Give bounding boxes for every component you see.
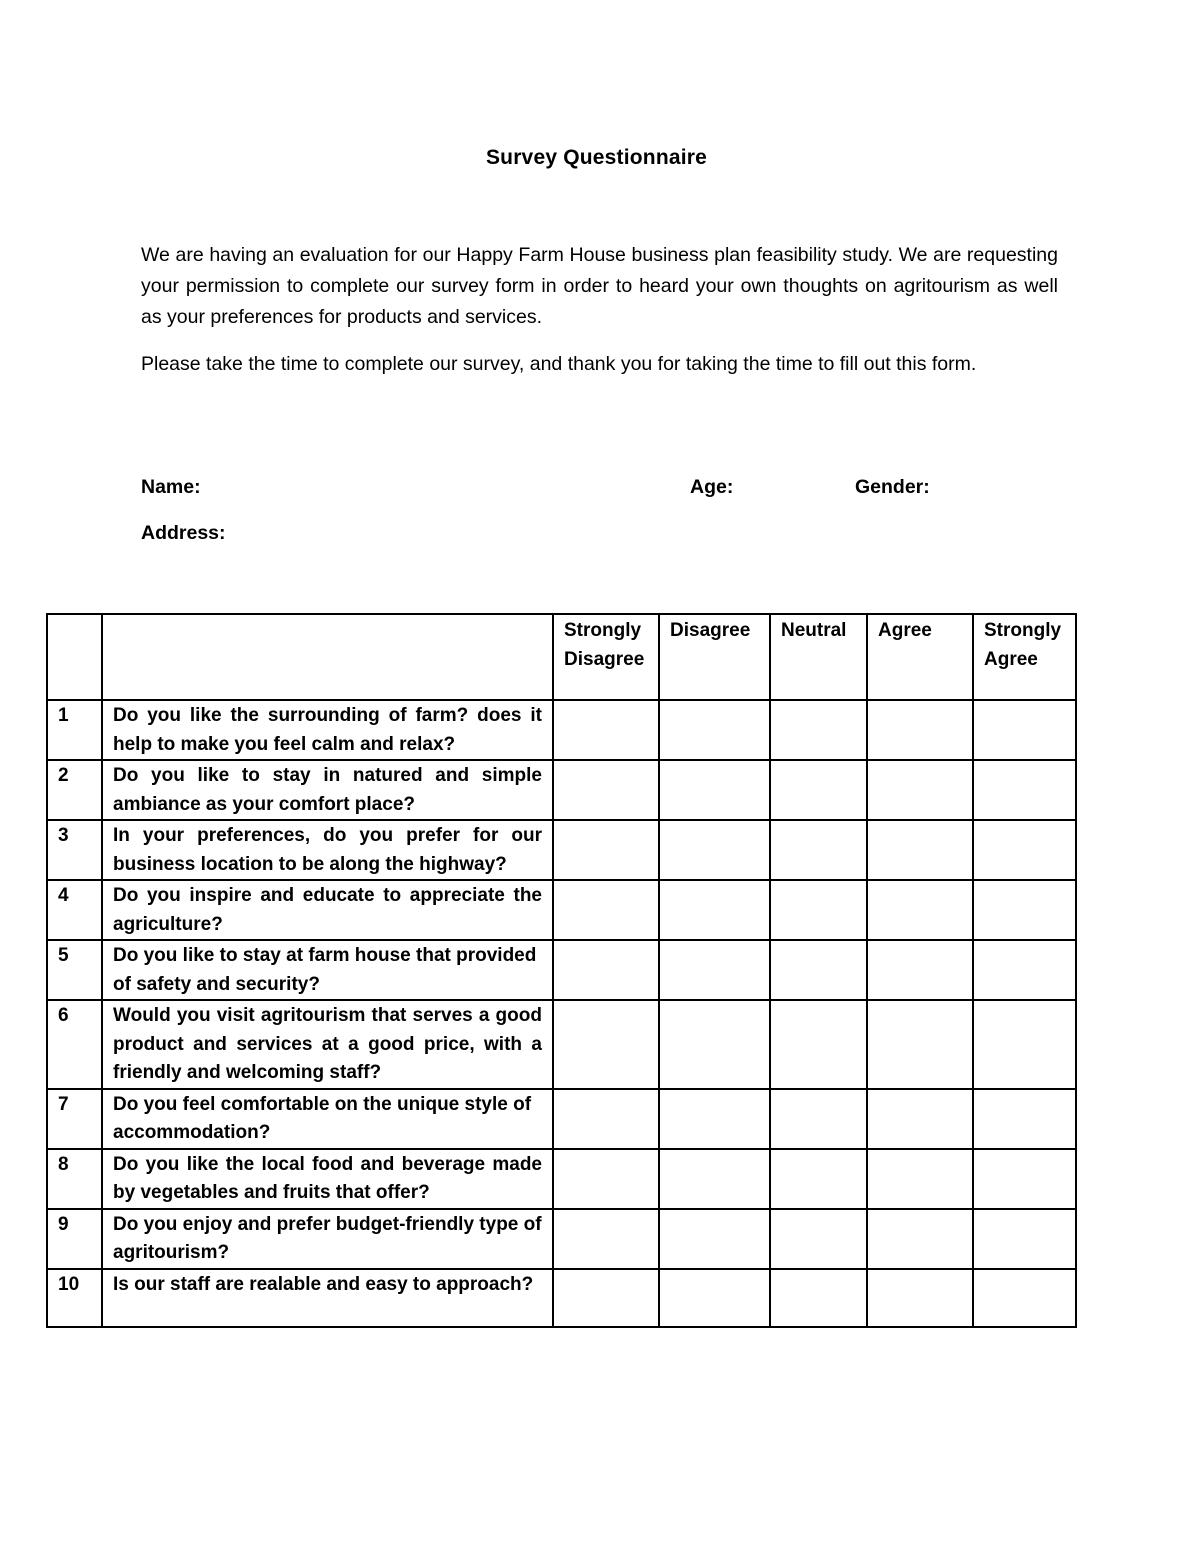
answer-cell-agree[interactable]	[867, 700, 973, 760]
answer-cell-neutral[interactable]	[770, 1269, 867, 1327]
answer-cell-strongly-disagree[interactable]	[553, 1000, 659, 1089]
answer-cell-strongly-agree[interactable]	[973, 1089, 1076, 1149]
header-row	[47, 614, 1076, 700]
answer-cell-strongly-disagree[interactable]	[553, 1149, 659, 1209]
address-field-label: Address:	[141, 522, 226, 544]
answer-cell-neutral[interactable]	[770, 820, 867, 880]
answer-cell-strongly-disagree[interactable]	[553, 760, 659, 820]
answer-cell-agree[interactable]	[867, 1000, 973, 1089]
question-text: Do you like to stay at farm house that provided of safety and security?	[102, 940, 553, 1000]
answer-cell-strongly-disagree[interactable]	[553, 700, 659, 760]
answer-cell-strongly-agree[interactable]	[973, 760, 1076, 820]
question-row	[47, 880, 1076, 940]
question-number: 10	[47, 1269, 102, 1327]
answer-cell-agree[interactable]	[867, 880, 973, 940]
question-number: 6	[47, 1000, 102, 1089]
answer-cell-strongly-disagree[interactable]	[553, 1089, 659, 1149]
question-number: 2	[47, 760, 102, 820]
answer-cell-disagree[interactable]	[659, 1269, 770, 1327]
answer-cell-disagree[interactable]	[659, 940, 770, 1000]
header-neutral: Neutral	[770, 614, 867, 700]
age-field-label: Age:	[690, 476, 734, 498]
question-text: Do you like the local food and beverage made by vegetables and fruits that offer?	[102, 1149, 553, 1209]
question-row	[47, 940, 1076, 1000]
question-row	[47, 1000, 1076, 1089]
survey-table	[46, 613, 1077, 1328]
name-field-label: Name:	[141, 476, 201, 498]
question-text: Do you inspire and educate to appreciate the agriculture?	[102, 880, 553, 940]
answer-cell-agree[interactable]	[867, 940, 973, 1000]
question-row	[47, 1149, 1076, 1209]
answer-cell-disagree[interactable]	[659, 820, 770, 880]
answer-cell-neutral[interactable]	[770, 1209, 867, 1269]
answer-cell-strongly-disagree[interactable]	[553, 880, 659, 940]
header-disagree: Disagree	[659, 614, 770, 700]
answer-cell-agree[interactable]	[867, 1269, 973, 1327]
number-header-cell	[47, 614, 102, 700]
gender-field-label: Gender:	[855, 476, 930, 498]
intro-text	[141, 240, 1058, 396]
answer-cell-strongly-agree[interactable]	[973, 940, 1076, 1000]
question-number: 1	[47, 700, 102, 760]
answer-cell-disagree[interactable]	[659, 1089, 770, 1149]
answer-cell-strongly-disagree[interactable]	[553, 1269, 659, 1327]
question-row	[47, 1089, 1076, 1149]
header-strongly-agree: Strongly Agree	[973, 614, 1076, 700]
answer-cell-strongly-agree[interactable]	[973, 1149, 1076, 1209]
answer-cell-strongly-agree[interactable]	[973, 1209, 1076, 1269]
answer-cell-agree[interactable]	[867, 820, 973, 880]
answer-cell-neutral[interactable]	[770, 1149, 867, 1209]
answer-cell-strongly-disagree[interactable]	[553, 1209, 659, 1269]
question-row	[47, 1269, 1076, 1327]
question-number: 5	[47, 940, 102, 1000]
answer-cell-strongly-agree[interactable]	[973, 880, 1076, 940]
answer-cell-disagree[interactable]	[659, 1000, 770, 1089]
intro-paragraph: Please take the time to complete our survey, and thank you for taking the time to fill out this form.	[141, 353, 977, 375]
answer-cell-strongly-agree[interactable]	[973, 1269, 1076, 1327]
answer-cell-disagree[interactable]	[659, 700, 770, 760]
answer-cell-strongly-agree[interactable]	[973, 700, 1076, 760]
question-row	[47, 700, 1076, 760]
answer-cell-disagree[interactable]	[659, 760, 770, 820]
answer-cell-neutral[interactable]	[770, 880, 867, 940]
answer-cell-neutral[interactable]	[770, 760, 867, 820]
question-text: Do you like the surrounding of farm? does it help to make you feel calm and relax?	[102, 700, 553, 760]
answer-cell-strongly-disagree[interactable]	[553, 940, 659, 1000]
question-number: 7	[47, 1089, 102, 1149]
question-number: 9	[47, 1209, 102, 1269]
answer-cell-agree[interactable]	[867, 1089, 973, 1149]
question-header-cell	[102, 614, 553, 700]
question-number: 8	[47, 1149, 102, 1209]
question-number: 3	[47, 820, 102, 880]
intro-paragraph: We are having an evaluation for our Happy Farm House business plan feasibility study. We are requesting your permission to complete our survey form in order to heard your own thoughts on agritourism as well as your preferences for products and services.	[141, 244, 1058, 328]
answer-cell-disagree[interactable]	[659, 1149, 770, 1209]
question-text: Would you visit agritourism that serves a good product and services at a good price, with a friendly and welcoming staff?	[102, 1000, 553, 1089]
answer-cell-agree[interactable]	[867, 1149, 973, 1209]
answer-cell-disagree[interactable]	[659, 1209, 770, 1269]
answer-cell-agree[interactable]	[867, 1209, 973, 1269]
answer-cell-neutral[interactable]	[770, 700, 867, 760]
header-agree: Agree	[867, 614, 973, 700]
answer-cell-strongly-agree[interactable]	[973, 820, 1076, 880]
question-text: In your preferences, do you prefer for our business location to be along the highway?	[102, 820, 553, 880]
answer-cell-strongly-disagree[interactable]	[553, 820, 659, 880]
answer-cell-neutral[interactable]	[770, 1089, 867, 1149]
answer-cell-strongly-agree[interactable]	[973, 1000, 1076, 1089]
question-text: Do you like to stay in natured and simple ambiance as your comfort place?	[102, 760, 553, 820]
question-row	[47, 820, 1076, 880]
question-row	[47, 1209, 1076, 1269]
answer-cell-agree[interactable]	[867, 760, 973, 820]
answer-cell-neutral[interactable]	[770, 940, 867, 1000]
answer-cell-neutral[interactable]	[770, 1000, 867, 1089]
page-title: Survey Questionnaire	[485, 146, 708, 169]
question-text: Do you enjoy and prefer budget-friendly type of agritourism?	[102, 1209, 553, 1269]
question-text: Do you feel comfortable on the unique style of accommodation?	[102, 1089, 553, 1149]
answer-cell-disagree[interactable]	[659, 880, 770, 940]
question-row	[47, 760, 1076, 820]
question-text: Is our staff are realable and easy to approach?	[102, 1269, 553, 1327]
header-strongly-disagree: Strongly Disagree	[553, 614, 659, 700]
question-number: 4	[47, 880, 102, 940]
